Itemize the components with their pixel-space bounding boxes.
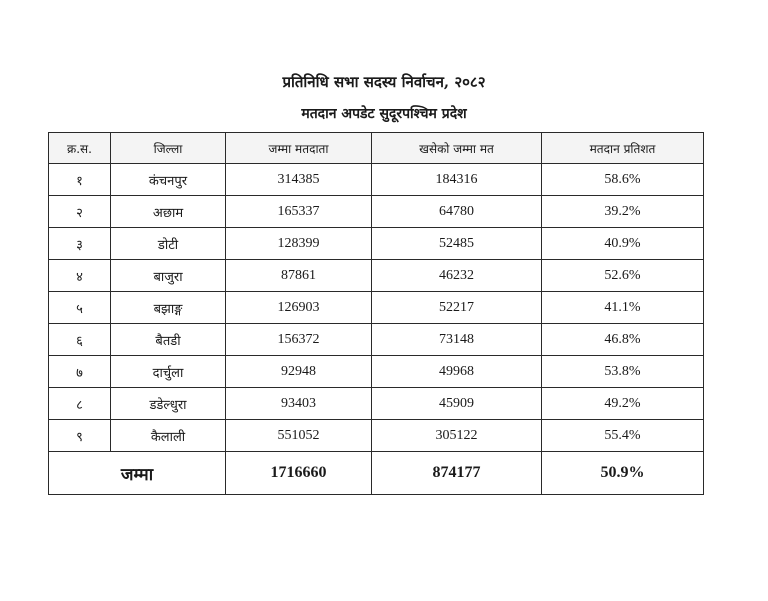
cell-district: अछाम [111, 196, 226, 228]
total-voters-sum: 1716660 [226, 452, 372, 495]
cell-votes-cast: 52217 [372, 292, 542, 324]
cell-serial: १ [49, 164, 111, 196]
cell-votes-cast: 305122 [372, 420, 542, 452]
turnout-table [48, 132, 704, 495]
cell-serial: ७ [49, 356, 111, 388]
cell-total-voters: 128399 [226, 228, 372, 260]
table-row [49, 388, 704, 420]
cell-district: दार्चुला [111, 356, 226, 388]
table-row [49, 260, 704, 292]
cell-turnout: 53.8% [542, 356, 704, 388]
table-row [49, 420, 704, 452]
header-votes-cast: खसेको जम्मा मत [372, 133, 542, 164]
cell-turnout: 52.6% [542, 260, 704, 292]
header-total-voters: जम्मा मतदाता [226, 133, 372, 164]
cell-votes-cast: 46232 [372, 260, 542, 292]
table-row [49, 164, 704, 196]
cell-district: बाजुरा [111, 260, 226, 292]
cell-district: डडेल्धुरा [111, 388, 226, 420]
header-turnout: मतदान प्रतिशत [542, 133, 704, 164]
cell-turnout: 39.2% [542, 196, 704, 228]
cell-turnout: 46.8% [542, 324, 704, 356]
document-subtitle: मतदान अपडेट सुदूरपश्चिम प्रदेश [301, 106, 467, 122]
header-district: जिल्ला [111, 133, 226, 164]
cell-serial: ५ [49, 292, 111, 324]
cell-district: कैलाली [111, 420, 226, 452]
document-title: प्रतिनिधि सभा सदस्य निर्वाचन, २०८२ [282, 73, 486, 91]
table-row [49, 228, 704, 260]
cell-total-voters: 93403 [226, 388, 372, 420]
table-row [49, 356, 704, 388]
cell-votes-cast: 49968 [372, 356, 542, 388]
cell-serial: ३ [49, 228, 111, 260]
votes-cast-sum: 874177 [372, 452, 542, 495]
cell-district: बैतडी [111, 324, 226, 356]
cell-turnout: 40.9% [542, 228, 704, 260]
cell-total-voters: 156372 [226, 324, 372, 356]
cell-turnout: 41.1% [542, 292, 704, 324]
cell-votes-cast: 73148 [372, 324, 542, 356]
cell-total-voters: 314385 [226, 164, 372, 196]
cell-turnout: 55.4% [542, 420, 704, 452]
cell-serial: २ [49, 196, 111, 228]
table-header-row [49, 133, 704, 164]
cell-turnout: 58.6% [542, 164, 704, 196]
cell-turnout: 49.2% [542, 388, 704, 420]
table-row [49, 196, 704, 228]
cell-votes-cast: 52485 [372, 228, 542, 260]
header-serial: क्र.स. [49, 133, 111, 164]
cell-total-voters: 92948 [226, 356, 372, 388]
cell-total-voters: 87861 [226, 260, 372, 292]
cell-votes-cast: 45909 [372, 388, 542, 420]
cell-serial: ६ [49, 324, 111, 356]
cell-serial: ८ [49, 388, 111, 420]
cell-district: डोटी [111, 228, 226, 260]
total-row [49, 452, 704, 495]
cell-votes-cast: 184316 [372, 164, 542, 196]
cell-total-voters: 165337 [226, 196, 372, 228]
cell-district: बझाङ्ग [111, 292, 226, 324]
cell-district: कंचनपुर [111, 164, 226, 196]
turnout-overall: 50.9% [542, 452, 704, 495]
total-label: जम्मा [49, 452, 226, 495]
cell-votes-cast: 64780 [372, 196, 542, 228]
cell-serial: ४ [49, 260, 111, 292]
cell-total-voters: 126903 [226, 292, 372, 324]
table-row [49, 324, 704, 356]
cell-serial: ९ [49, 420, 111, 452]
cell-total-voters: 551052 [226, 420, 372, 452]
table-row [49, 292, 704, 324]
